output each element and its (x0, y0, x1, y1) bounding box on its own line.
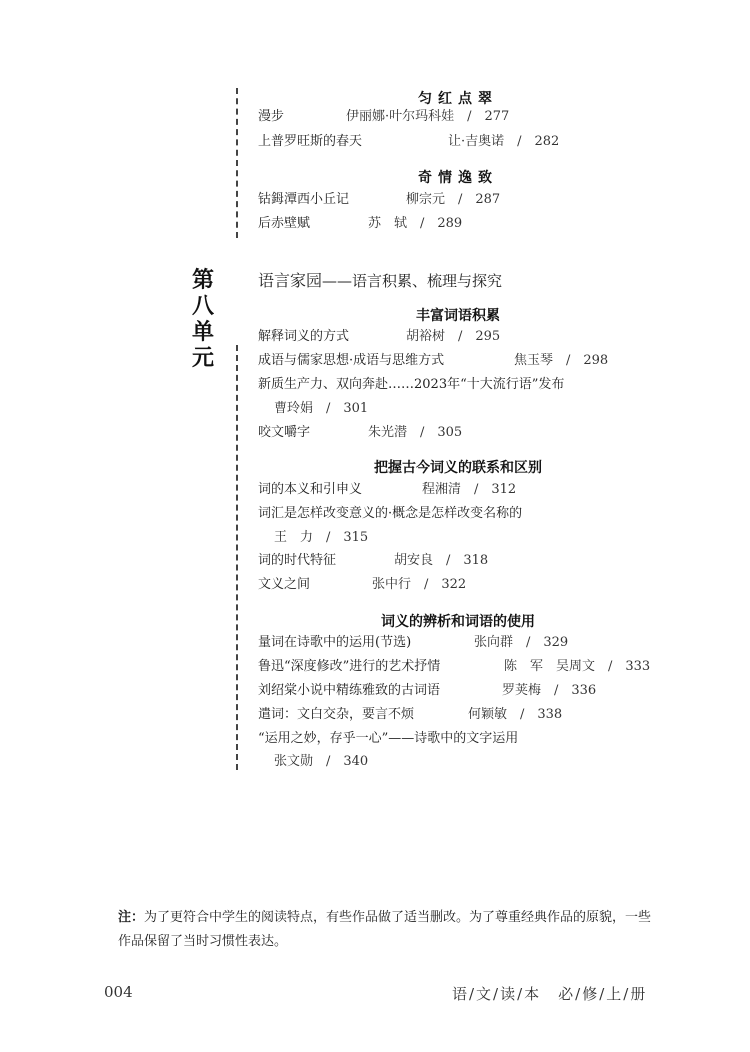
entry-author: 何颖敏 / 338 (468, 707, 563, 722)
entry-author: 张向群 / 329 (474, 635, 569, 650)
entry-author: 让·吉奥诺 / 282 (448, 134, 560, 149)
entry-title: 后赤壁赋 (258, 216, 311, 231)
unit-label-char: 元 (191, 346, 214, 371)
toc-entry-author-line (258, 751, 678, 773)
entry-author: 胡安良 / 318 (394, 553, 489, 568)
entry-author: 朱光潜 / 305 (368, 425, 463, 440)
entry-author: 苏 轼 / 289 (368, 216, 463, 231)
toc-entry[interactable] (258, 422, 678, 444)
entry-title: 鲁迅“深度修改”进行的艺术抒情 (258, 659, 441, 674)
section-title: 把握古今词义的联系和区别 (374, 460, 542, 476)
entry-title: 刘绍棠小说中精练雅致的古词语 (258, 683, 441, 698)
toc-entry[interactable] (258, 374, 678, 396)
entry-author: 张中行 / 322 (372, 577, 467, 592)
entry-author: 焦玉琴 / 298 (514, 353, 609, 368)
unit-label-char: 单 (191, 320, 214, 345)
entry-author: 罗荚梅 / 336 (502, 683, 597, 698)
toc-entry[interactable] (258, 189, 678, 211)
toc-entry[interactable] (258, 632, 678, 654)
toc-entry[interactable] (258, 574, 678, 596)
toc-entry[interactable] (258, 350, 678, 372)
unit-heading-title: 语言家园 (258, 271, 323, 290)
footnote-text: 为了更符合中学生的阅读特点，有些作品做了适当删改。为了尊重经典作品的原貌，一些作品保留了当时习惯性表达。 (118, 910, 652, 949)
entry-author: 胡裕树 / 295 (406, 329, 501, 344)
unit-label (190, 268, 216, 372)
entry-author: 伊丽娜·叶尔玛科娃 / 277 (346, 109, 510, 124)
section-title: 奇情逸致 (418, 170, 498, 186)
toc-entry[interactable] (258, 656, 678, 678)
section-title: 丰富词语积累 (416, 308, 500, 324)
entry-title: 量词在诗歌中的运用(节选) (258, 635, 412, 650)
entry-author: 曹玲娟 / 301 (274, 401, 369, 416)
entry-title: 文义之间 (258, 577, 311, 592)
unit-heading-subtitle: ——语言积累、梳理与探究 (322, 272, 503, 290)
toc-entry[interactable] (258, 728, 678, 750)
entry-title: 漫步 (258, 109, 285, 124)
entry-author: 陈 军 吴周文 / 333 (504, 659, 651, 674)
entry-author: 张文勋 / 340 (274, 754, 369, 769)
toc-entry-author-line (258, 398, 678, 420)
footnote (118, 906, 658, 954)
dashed-divider-top (236, 88, 238, 238)
toc-entry[interactable] (258, 550, 678, 572)
entry-title: 新质生产力、双向奔赴……2023年“十大流行语”发布 (258, 377, 565, 392)
unit-heading (258, 268, 502, 291)
entry-title: 上普罗旺斯的春天 (258, 134, 363, 149)
unit-label-char: 八 (191, 294, 214, 319)
section-title: 词义的辨析和词语的使用 (381, 614, 535, 630)
toc-entry[interactable] (258, 106, 678, 128)
section-title: 匀红点翠 (418, 91, 498, 107)
toc-entry[interactable] (258, 680, 678, 702)
toc-entry[interactable] (258, 131, 678, 153)
entry-title: 成语与儒家思想·成语与思维方式 (258, 353, 445, 368)
unit-label-char: 第 (191, 268, 214, 293)
entry-author: 王 力 / 315 (274, 530, 369, 545)
toc-entry[interactable] (258, 326, 678, 348)
entry-title: 遣词：文白交杂，要言不烦 (258, 707, 415, 722)
entry-title: 词的本义和引申义 (258, 482, 363, 497)
entry-author: 柳宗元 / 287 (406, 192, 501, 207)
book-title: 语/文/读/本 必/修/上/册 (452, 985, 648, 1003)
toc-entry[interactable] (258, 213, 678, 235)
dashed-divider-unit (236, 345, 238, 770)
footnote-label: 注： (118, 910, 145, 925)
entry-title: 咬文嚼字 (258, 425, 311, 440)
toc-entry[interactable] (258, 503, 678, 525)
toc-entry-author-line (258, 527, 678, 549)
entry-author: 程湘清 / 312 (422, 482, 517, 497)
entry-title: “运用之妙，存乎一心”——诗歌中的文字运用 (258, 731, 519, 746)
entry-title: 词汇是怎样改变意义的·概念是怎样改变名称的 (258, 506, 523, 521)
entry-title: 词的时代特征 (258, 553, 337, 568)
page-number: 004 (104, 983, 133, 1001)
entry-title: 解释词义的方式 (258, 329, 350, 344)
entry-title: 钴鉧潭西小丘记 (258, 192, 350, 207)
toc-entry[interactable] (258, 479, 678, 501)
toc-entry[interactable] (258, 704, 678, 726)
